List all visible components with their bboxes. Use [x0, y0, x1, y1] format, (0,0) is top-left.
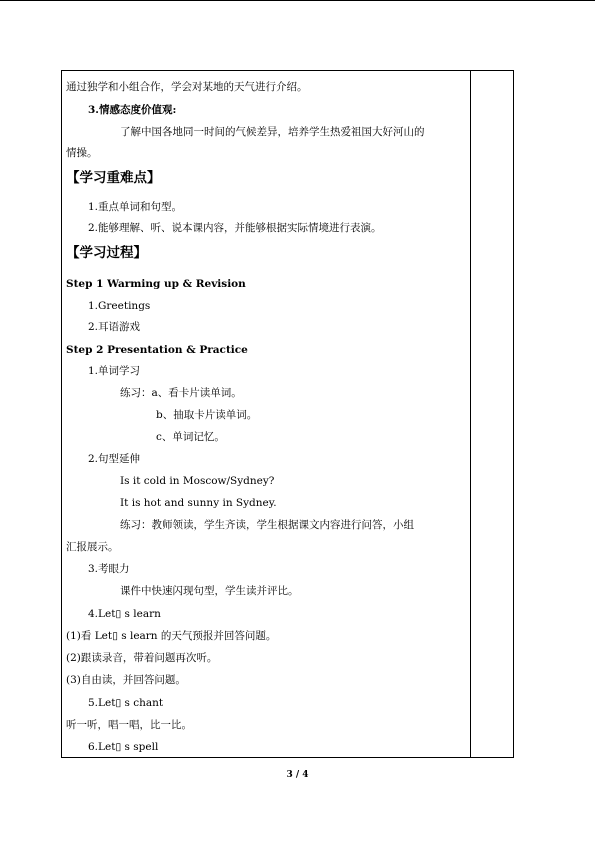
sentence-pattern: Is it cold in Moscow/Sydney?: [120, 475, 275, 487]
list-item: 1.Greetings: [88, 300, 151, 312]
list-item: (3)自由读，并回答问题。: [66, 674, 186, 686]
list-item: 6.Let▯ s spell: [88, 741, 159, 753]
list-item: 1.重点单词和句型。: [88, 201, 183, 213]
section-heading-key-points: 【学习重难点】: [66, 170, 161, 186]
step-heading: Step 1 Warming up & Revision: [66, 278, 246, 290]
exercise-line: 练习：a、看卡片读单词。: [120, 387, 242, 399]
list-item: (1)看 Let▯ s learn 的天气预报并回答问题。: [66, 630, 277, 642]
exercise-line: 练习：教师领读，学生齐读，学生根据课文内容进行问答，小组: [120, 519, 414, 531]
exercise-line: 汇报展示。: [66, 541, 119, 553]
paragraph-line: 课件中快速闪现句型，学生读并评比。: [120, 585, 299, 597]
objective-line: 通过独学和小组合作，学会对某地的天气进行介绍。: [66, 81, 308, 93]
paragraph-line: 情操。: [66, 147, 98, 159]
list-item: 2.能够理解、听、说本课内容，并能够根据实际情境进行表演。: [88, 222, 382, 234]
section-subheading: 3.情感态度价值观:: [88, 104, 177, 116]
list-item: 3.考眼力: [88, 563, 130, 575]
step-heading: Step 2 Presentation & Practice: [66, 344, 248, 356]
list-item: (2)跟读录音，带着问题再次听。: [66, 652, 218, 664]
list-item: 2.句型延伸: [88, 453, 141, 465]
list-item: 5.Let▯ s chant: [88, 697, 164, 709]
list-item: 2.耳语游戏: [88, 321, 141, 333]
page-number: 3 / 4: [286, 770, 309, 780]
list-item: 4.Let▯ s learn: [88, 608, 161, 620]
exercise-line: c、单词记忆。: [156, 431, 225, 443]
paragraph-line: 了解中国各地同一时间的气候差异，培养学生热爱祖国大好河山的: [120, 126, 425, 138]
paragraph-line: 听一听，唱一唱，比一比。: [66, 719, 192, 731]
page-top-rule: [0, 0, 595, 1]
section-heading-process: 【学习过程】: [66, 245, 147, 261]
sentence-pattern: It is hot and sunny in Sydney.: [120, 497, 277, 509]
list-item: 1.单词学习: [88, 365, 141, 377]
exercise-line: b、抽取卡片读单词。: [156, 409, 258, 421]
